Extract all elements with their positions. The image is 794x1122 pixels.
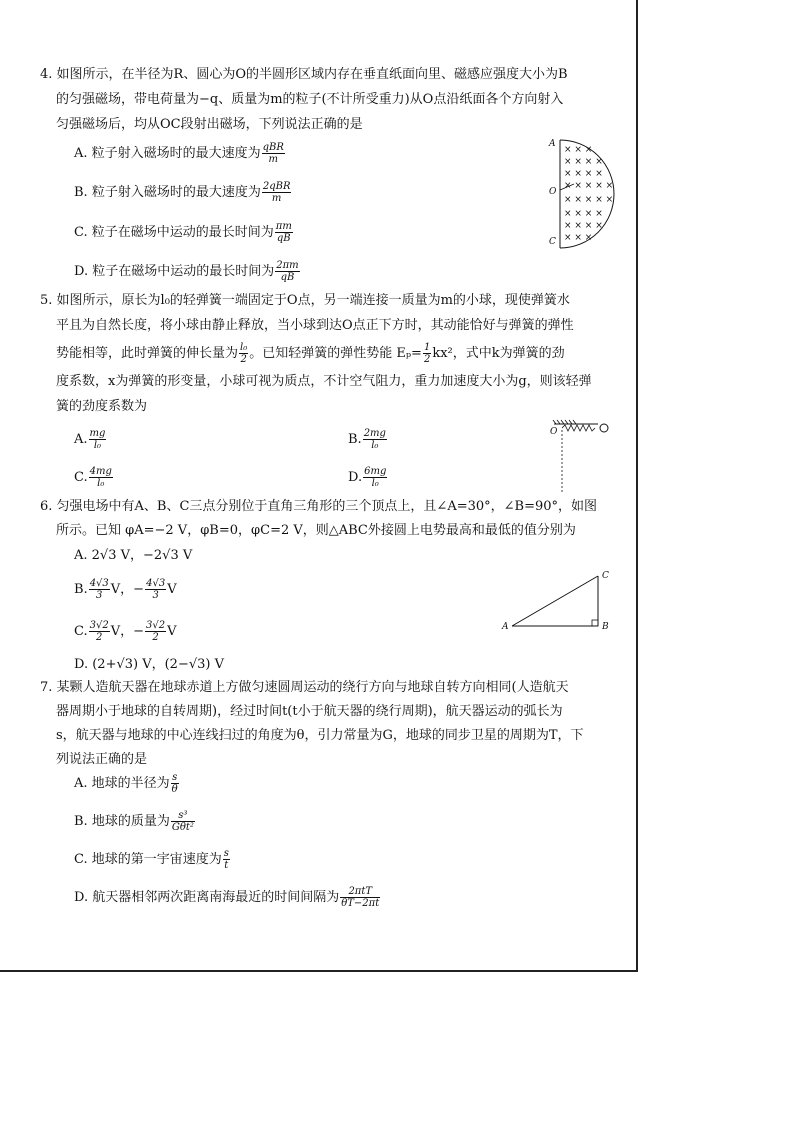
q6-option-d: D. (2+√3) V，(2−√3) V <box>74 657 224 672</box>
q5-stem-line-3 <box>56 342 565 365</box>
q6-option-c: C. $\frac{3√2}{2}$ V，− $\frac{3√2}{2}$ V <box>74 620 177 643</box>
q5-spring-figure <box>540 418 620 496</box>
svg-text:× × × ×: × × × × <box>564 169 603 179</box>
q7-option-b: B. 地球的质量为 $\frac{\text{s³}}{\text{Gθt²}}$ <box>74 810 194 833</box>
q4-option-d-text: D. 粒子在磁场中运动的最长时间为 <box>74 264 275 279</box>
q5-option-c: C. $\frac{4mg}{\text{l₀}}$ <box>74 466 112 489</box>
q5-label-o: O <box>550 427 558 437</box>
q4-stem-line-1: 4. 如图所示，在半径为R、圆心为O的半圆形区域内存在垂直纸面向里、磁感应强度大小为B <box>40 67 568 82</box>
q4-option-b-text: B. 粒子射入磁场时的最大速度为 <box>74 185 261 200</box>
q4-option-c <box>74 221 294 244</box>
q4-option-d-fraction: $\frac{2\pi m}{qB}$ <box>276 260 299 283</box>
q7-stem-line-2: 器周期小于地球的自转周期)，经过时间t(t小于航天器的绕行周期)，航天器运动的弧长为 <box>56 704 563 719</box>
q4-label-a: A <box>549 139 556 149</box>
q7-stem-line-4: 列说法正确的是 <box>56 752 148 767</box>
svg-text:× × × ×: × × × × <box>564 221 603 231</box>
q6-stem-line-2: 所示。已知 φA=−2 V，φB=0，φC=2 V，则△ABC外接圆上电势最高和最低的值分别为 <box>56 523 576 538</box>
q6-label-c: C <box>602 571 609 581</box>
q4-option-a <box>74 142 286 165</box>
q5-option-a: A. $\frac{mg}{\text{l₀}}$ <box>74 428 106 451</box>
q4-option-c-text: C. 粒子在磁场中运动的最长时间为 <box>74 225 274 240</box>
q5-line3-part-a: 势能相等，此时弹簧的伸长量为 <box>56 346 239 361</box>
q5-stem-line-2: 平且为自然长度，将小球由静止释放，当小球到达O点正下方时，其动能恰好与弹簧的弹性 <box>56 318 574 333</box>
svg-text:× × ×: × × × <box>564 233 593 243</box>
q4-stem-line-3: 匀强磁场后，均从OC段射出磁场，下列说法正确的是 <box>56 117 363 132</box>
q4-option-b <box>74 181 292 204</box>
q4-stem-line-2: 的匀强磁场，带电荷量为−q、质量为m的粒子(不计所受重力)从O点沿纸面各个方向射入 <box>56 92 564 107</box>
svg-text:× × × ×: × × × × <box>564 157 603 167</box>
q6-label-b: B <box>602 622 609 632</box>
q6-stem-line-1: 6. 匀强电场中有A、B、C三点分别位于直角三角形的三个顶点上，且∠A=30°，∠B=90°，如图 <box>40 499 598 514</box>
q5-stem-line-4: 度系数，x为弹簧的形变量，小球可视为质点，不计空气阻力，重力加速度大小为g，则该轻弹 <box>56 374 592 389</box>
svg-text:× × × ×: × × × × <box>564 209 603 219</box>
q5-line3-part-b: 。已知轻弹簧的弹性势能 Eₚ= <box>249 346 422 361</box>
q6-right-triangle-figure <box>498 566 618 636</box>
q5-stem-line-1: 5. 如图所示，原长为l₀的轻弹簧一端固定于O点，另一端连接一质量为m的小球，现使弹簧水 <box>40 293 570 308</box>
q4-semicircle-magnetic-field-figure <box>540 132 620 250</box>
q6-option-b: B. $\frac{4√3}{3}$ V，− $\frac{4√3}{3}$ V <box>74 578 177 601</box>
q5-line3-part-c: kx²，式中k为弹簧的劲 <box>432 346 565 361</box>
q6-label-a: A <box>502 622 509 632</box>
q5-stem-line-5: 簧的劲度系数为 <box>56 399 148 414</box>
q4-option-c-fraction: $\frac{\pi m}{qB}$ <box>275 221 292 244</box>
svg-text:× × ×: × × × <box>564 145 593 155</box>
q4-label-c: C <box>549 237 556 247</box>
q7-option-d: D. 航天器相邻两次距离南海最近的时间间隔为 $\frac{\text{2πtT}}{\theta T-2\pi t}$ <box>74 886 380 909</box>
q4-option-a-text: A. 粒子射入磁场时的最大速度为 <box>74 146 261 161</box>
q4-label-o: O <box>549 187 557 197</box>
q5-option-b: B. $\frac{2mg}{\text{l₀}}$ <box>348 428 386 451</box>
q5-half-fraction: $\frac{1}{2}$ <box>423 342 431 365</box>
q5-option-d: D. $\frac{6mg}{\text{l₀}}$ <box>348 466 387 489</box>
q4-option-b-fraction: $\frac{\text{2qBR}}{m}$ <box>262 181 291 204</box>
q5-extension-fraction: $\frac{\text{l₀}}{2}$ <box>240 342 248 365</box>
svg-text:× × × × ×: × × × × × <box>564 181 614 191</box>
svg-text:× × × × ×: × × × × × <box>564 195 614 205</box>
q7-option-c: C. 地球的第一宇宙速度为 $\frac{s}{t}$ <box>74 848 229 871</box>
q7-stem-line-1: 7. 某颗人造航天器在地球赤道上方做匀速圆周运动的绕行方向与地球自转方向相同(人造航天 <box>40 680 569 695</box>
q7-option-a: A. 地球的半径为 $\frac{s}{\theta}$ <box>74 772 178 795</box>
q4-option-a-fraction: $\frac{\text{qBR}}{m}$ <box>262 142 284 165</box>
q4-option-d <box>74 260 301 283</box>
q6-option-a: A. 2√3 V，−2√3 V <box>74 548 193 563</box>
q7-stem-line-3: s，航天器与地球的中心连线扫过的角度为θ，引力常量为G，地球的同步卫星的周期为T，下 <box>56 728 584 743</box>
